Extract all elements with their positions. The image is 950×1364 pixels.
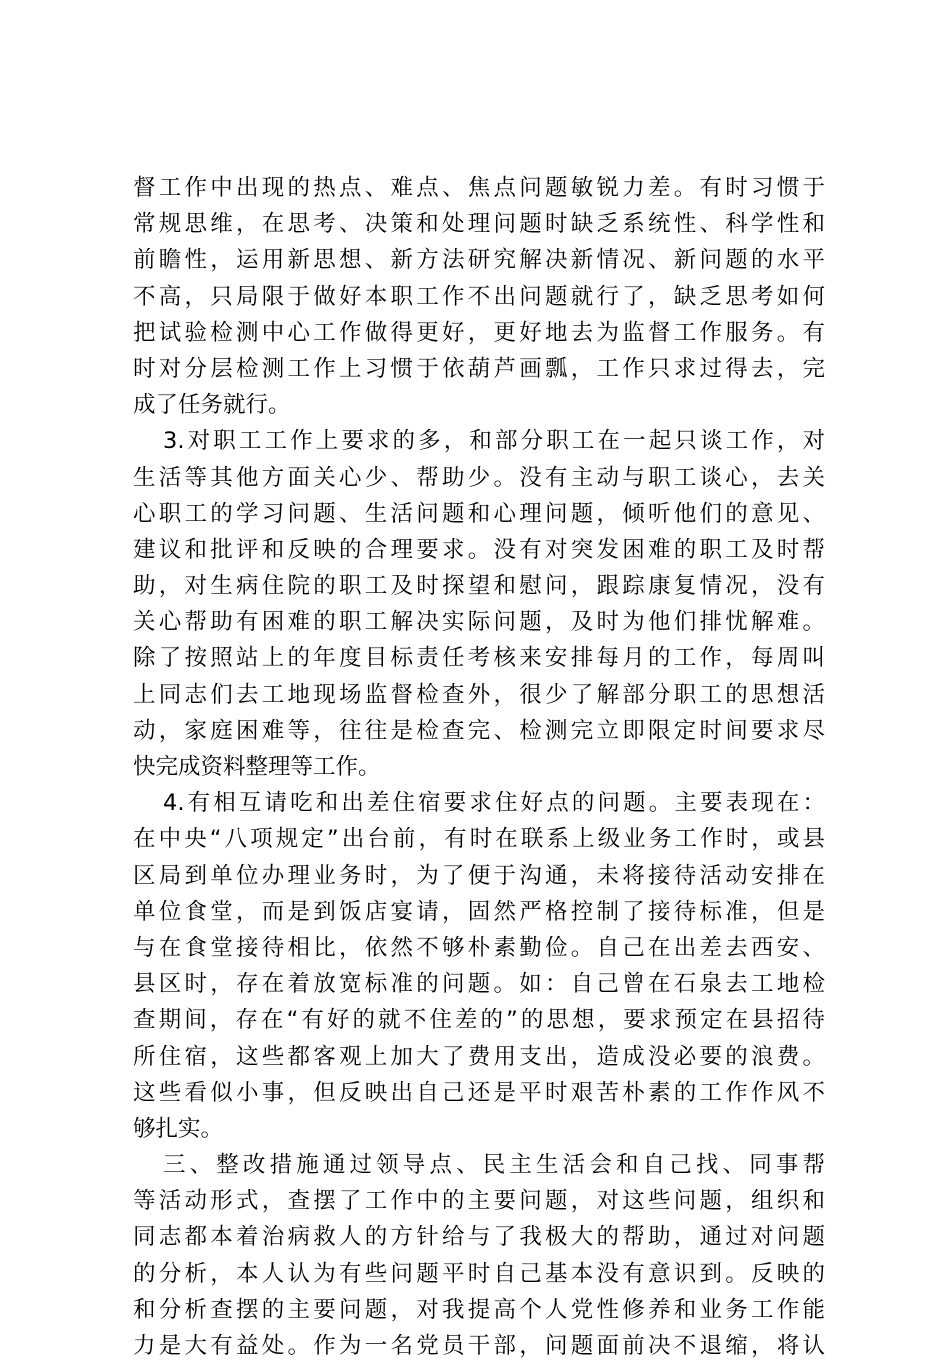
text-line: 所住宿，这些都客观上加大了费用支出，造成没必要的浪费。	[133, 1043, 825, 1070]
text-line: 同志都本着治病救人的方针给与了我极大的帮助，通过对问题	[133, 1224, 825, 1251]
paragraph-first-line: 三、整改措施通过领导点、民主生活会和自己找、同事帮	[163, 1152, 825, 1179]
text-line: 成了任务就行。	[133, 392, 291, 419]
text-line: 在中央“八项规定”出台前，有时在联系上级业务工作时，或县	[133, 826, 825, 853]
text-line: 心职工的学习问题、生活问题和心理问题，倾听他们的意见、	[133, 500, 825, 527]
text-line: 前瞻性，运用新思想、新方法研究解决新情况、新问题的水平	[133, 247, 825, 274]
text-line: 县区时，存在着放宽标准的问题。如：自己曾在石泉去工地检	[133, 971, 825, 998]
text-line: 区局到单位办理业务时，为了便于沟通，未将接待活动安排在	[133, 862, 825, 889]
body-text	[133, 170, 825, 1364]
text-line: 的分析，本人认为有些问题平时自己基本没有意识到。反映的	[133, 1260, 825, 1287]
text-line: 够扎实。	[133, 1115, 224, 1142]
text-line: 不高，只局限于做好本职工作不出问题就行了，缺乏思考如何	[133, 283, 825, 310]
text-line: 单位食堂，而是到饭店宴请，固然严格控制了接待标准，但是	[133, 898, 825, 925]
paragraph-first-line: 4.有相互请吃和出差住宿要求住好点的问题。主要表现在：	[163, 790, 825, 817]
text-line: 时对分层检测工作上习惯于依葫芦画瓢，工作只求过得去，完	[133, 355, 825, 382]
text-line: 关心帮助有困难的职工解决实际问题，及时为他们排忧解难。	[133, 609, 825, 636]
text-line: 生活等其他方面关心少、帮助少。没有主动与职工谈心，去关	[133, 464, 825, 491]
text-line: 等活动形式，查摆了工作中的主要问题，对这些问题，组织和	[133, 1188, 825, 1215]
text-line: 力是大有益处。作为一名党员干部，问题面前决不退缩，将认	[133, 1333, 825, 1359]
text-line: 建议和批评和反映的合理要求。没有对突发困难的职工及时帮	[133, 536, 825, 563]
text-line: 和分析查摆的主要问题，对我提高个人党性修养和业务工作能	[133, 1296, 825, 1323]
text-line: 助，对生病住院的职工及时探望和慰问，跟踪康复情况，没有	[133, 573, 825, 600]
text-line: 督工作中出现的热点、难点、焦点问题敏锐力差。有时习惯于	[133, 175, 825, 201]
text-line: 动，家庭困难等，往往是检查完、检测完立即限定时间要求尽	[133, 717, 825, 744]
text-line: 与在食堂接待相比，依然不够朴素勤俭。自己在出差去西安、	[133, 934, 825, 961]
text-line: 这些看似小事，但反映出自己还是平时艰苦朴素的工作作风不	[133, 1079, 825, 1106]
text-line: 查期间，存在“有好的就不住差的”的思想，要求预定在县招待	[133, 1007, 825, 1034]
paragraph-first-line: 3.对职工工作上要求的多，和部分职工在一起只谈工作，对	[163, 428, 825, 455]
text-line: 把试验检测中心工作做得更好，更好地去为监督工作服务。有	[133, 319, 825, 346]
text-line: 常规思维，在思考、决策和处理问题时缺乏系统性、科学性和	[133, 211, 825, 238]
text-line: 上同志们去工地现场监督检查外，很少了解部分职工的思想活	[133, 681, 825, 708]
text-line: 快完成资料整理等工作。	[133, 754, 381, 780]
text-line: 除了按照站上的年度目标责任考核来安排每月的工作，每周叫	[133, 645, 825, 672]
